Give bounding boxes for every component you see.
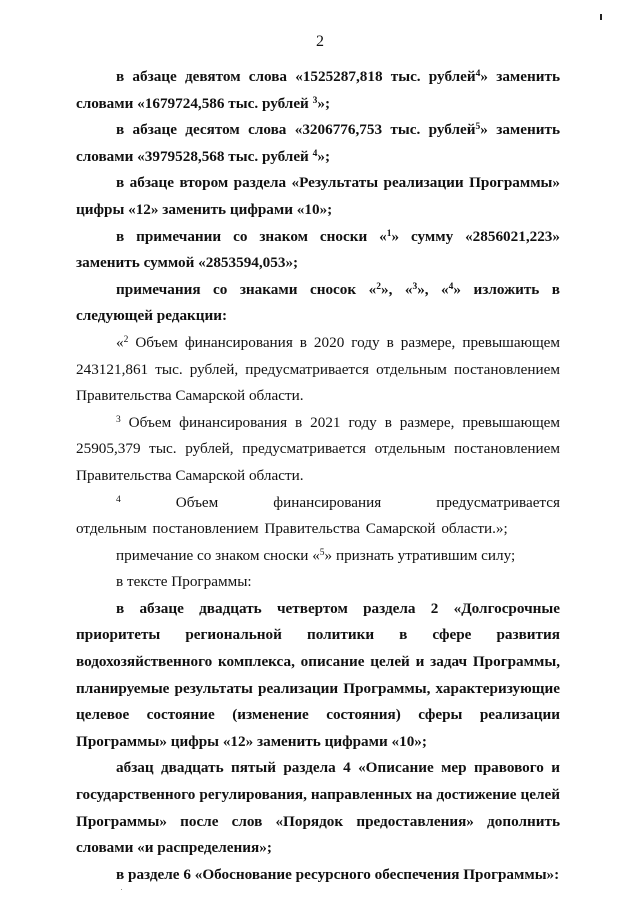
- text-run: в примечании со знаком сноски «: [116, 227, 387, 245]
- page-number: 2: [316, 33, 324, 50]
- paragraph-9: [76, 543, 560, 570]
- paragraph-3: [76, 170, 560, 223]
- footnote-mark: 3: [116, 414, 121, 425]
- text-run: Объем финансирования предусматривается отдельным постановлением Правительства Самарской области.»;: [76, 493, 595, 538]
- text-run: » заменить словами «3979528,568 тыс. рублей: [76, 121, 560, 165]
- paragraph-8: [76, 490, 595, 543]
- footnote-mark: 4: [475, 69, 481, 79]
- paragraph-11: [76, 596, 560, 756]
- text-run: в абзаце двадцать четвертом раздела 2 «Долгосрочные приоритеты региональной политики в сфере развития водохозяйственного комплекса, описание целей и задач Программы, планируемые результаты реализации Программы, характеризующие целевое состояние (изменение состояния) сферы реализации Программы» цифры «12» заменить цифрами «10»;: [76, 599, 560, 750]
- footnote-mark: 2: [123, 334, 129, 345]
- text-run: «: [116, 333, 124, 351]
- paragraph-5: [76, 277, 560, 330]
- footnote-mark: 3: [312, 95, 318, 106]
- scan-speck: [121, 889, 122, 890]
- text-run: »;: [317, 94, 331, 112]
- text-run: » изложить в следующей редакции:: [76, 280, 561, 325]
- text-run: примечания со знаками сносок «: [116, 280, 377, 298]
- footnote-mark: 5: [319, 547, 325, 558]
- paragraph-12: [76, 755, 560, 861]
- text-run: Объем финансирования в 2020 году в размере, превышающем 243121,861 тыс. рублей, предусматривается отдельным постановлением Правительства Самарской области.: [76, 333, 560, 405]
- footnote-mark: 3: [412, 281, 418, 292]
- text-run: в тексте Программы:: [116, 573, 252, 591]
- text-run: в абзаце девятом слова «1525287,818 тыс. рублей: [116, 68, 476, 85]
- footnote-mark: 4: [116, 494, 121, 505]
- scan-speck: [600, 14, 602, 20]
- text-run: в абзаце десятом слова «3206776,753 тыс. рублей: [116, 121, 476, 139]
- footnote-mark: 5: [475, 122, 481, 133]
- text-run: » признать утратившим силу;: [324, 546, 516, 564]
- footnote-mark: 1: [386, 228, 392, 239]
- text-run: », «: [380, 280, 413, 298]
- document-body: [76, 64, 595, 888]
- text-run: примечание со знаком сноски «: [116, 546, 320, 564]
- paragraph-7: [76, 410, 560, 490]
- text-run: », «: [417, 280, 449, 298]
- text-run: » сумму «2856021,223» заменить суммой «2853594,053»;: [76, 227, 560, 272]
- paragraph-4: [76, 224, 560, 277]
- footnote-mark: 2: [376, 281, 381, 292]
- text-run: » заменить словами «1679724,586 тыс. рублей: [76, 68, 560, 112]
- footnote-mark: 4: [312, 148, 318, 159]
- paragraph-1: [76, 64, 560, 117]
- paragraph-13: [76, 862, 560, 889]
- text-run: в абзаце втором раздела «Результаты реализации Программы» цифры «12» заменить цифрами «10»;: [76, 174, 560, 218]
- text-run: »;: [317, 147, 331, 165]
- paragraph-2: [76, 117, 560, 170]
- paragraph-10: [76, 569, 560, 596]
- text-run: Объем финансирования в 2021 году в размере, превышающем 25905,379 тыс. рублей, предусматривается отдельным постановлением Правительства Самарской области.: [76, 413, 560, 484]
- footnote-mark: 4: [448, 281, 454, 292]
- paragraph-6: [76, 330, 560, 410]
- text-run: абзац двадцать пятый раздела 4 «Описание мер правового и государственного регулирования, направленных на достижение целей Программы» после слов «Порядок предоставления» дополнить словами «и распределения»;: [76, 759, 560, 857]
- text-run: в разделе 6 «Обоснование ресурсного обеспечения Программы»:: [116, 865, 560, 883]
